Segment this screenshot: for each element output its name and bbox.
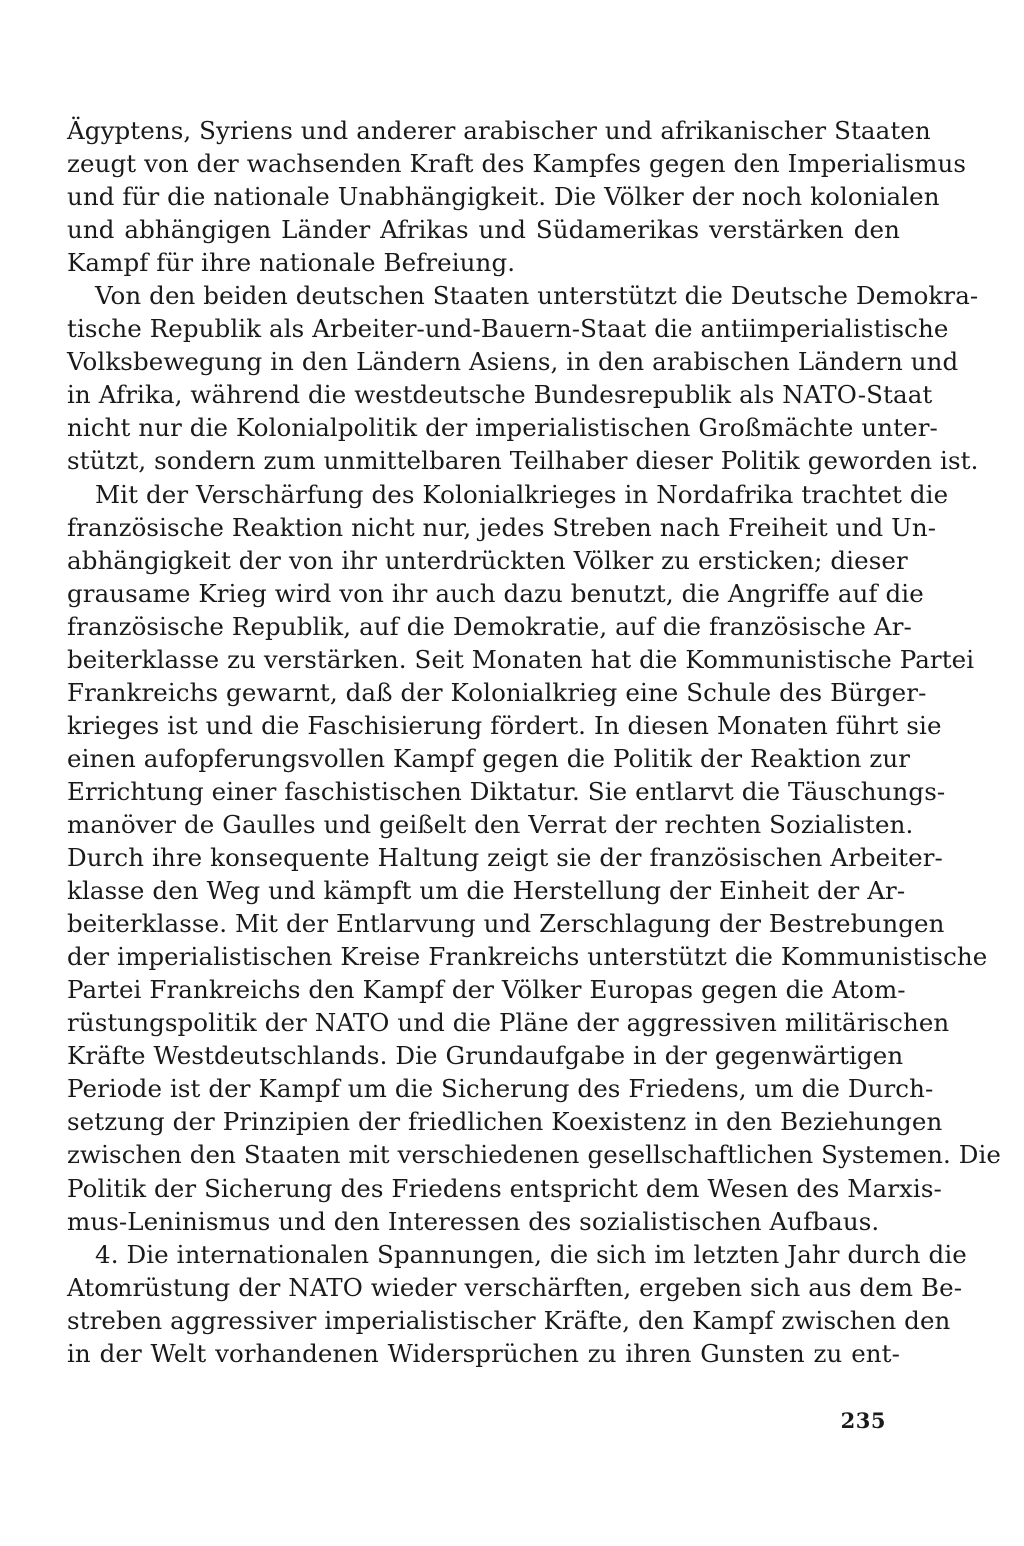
text-line: Partei Frankreichs den Kampf der Völker Europas gegen die Atom- bbox=[67, 975, 906, 1005]
text-line: krieges ist und die Faschisierung fördert. In diesen Monaten führt sie bbox=[67, 710, 942, 740]
text-line: und abhängigen Länder Afrikas und Südamerikas verstärken den bbox=[67, 215, 900, 245]
text-line: in Afrika, während die westdeutsche Bundesrepublik als NATO-Staat bbox=[67, 380, 933, 410]
text-line: einen aufopferungsvollen Kampf gegen die Politik der Reaktion zur bbox=[67, 743, 911, 773]
text-line: französische Reaktion nicht nur, jedes Streben nach Freiheit und Un- bbox=[67, 512, 937, 542]
text-line: Errichtung einer faschistischen Diktatur. Sie entlarvt die Täuschungs- bbox=[67, 776, 946, 806]
text-line: 4. Die internationalen Spannungen, die sich im letzten Jahr durch die bbox=[95, 1239, 967, 1269]
text-line: Kräfte Westdeutschlands. Die Grundaufgabe in der gegenwärtigen bbox=[67, 1041, 904, 1071]
text-line: Frankreichs gewarnt, daß der Kolonialkrieg eine Schule des Bürger- bbox=[67, 677, 927, 707]
text-line: zwischen den Staaten mit verschiedenen gesellschaftlichen Systemen. Die bbox=[67, 1140, 1002, 1170]
text-line: streben aggressiver imperialistischer Kräfte, den Kampf zwischen den bbox=[67, 1305, 951, 1335]
text-line: abhängigkeit der von ihr unterdrückten Völker zu ersticken; dieser bbox=[67, 545, 908, 575]
text-line: Ägyptens, Syriens und anderer arabischer und afrikanischer Staaten bbox=[67, 116, 931, 145]
text-line: klasse den Weg und kämpft um die Herstellung der Einheit der Ar- bbox=[67, 876, 906, 906]
text-line: Von den beiden deutschen Staaten unterstützt die Deutsche Demokra- bbox=[95, 281, 979, 311]
text-line: zeugt von der wachsenden Kraft des Kampfes gegen den Imperialismus bbox=[67, 149, 966, 179]
paragraph bbox=[67, 478, 1002, 1238]
text-line: Atomrüstung der NATO wieder verschärften, ergeben sich aus dem Be- bbox=[67, 1272, 963, 1302]
text-line: mus-Leninismus und den Interessen des sozialistischen Aufbaus. bbox=[67, 1206, 880, 1236]
text-line: rüstungspolitik der NATO und die Pläne der aggressiven militärischen bbox=[67, 1008, 950, 1038]
paragraph bbox=[67, 114, 966, 279]
text-line: nicht nur die Kolonialpolitik der imperialistischen Großmächte unter- bbox=[67, 413, 938, 443]
text-line: stützt, sondern zum unmittelbaren Teilhaber dieser Politik geworden ist. bbox=[67, 446, 979, 476]
text-line: tische Republik als Arbeiter-und-Bauern-Staat die antiimperialistische bbox=[67, 314, 949, 344]
page-number: 235 bbox=[840, 1408, 886, 1433]
text-line: setzung der Prinzipien der friedlichen Koexistenz in den Beziehungen bbox=[67, 1107, 943, 1137]
body-text bbox=[67, 114, 1002, 1370]
text-line: Mit der Verschärfung des Kolonialkrieges in Nordafrika trachtet die bbox=[95, 479, 949, 509]
text-line: Periode ist der Kampf um die Sicherung des Friedens, um die Durch- bbox=[67, 1074, 934, 1104]
text-line: französische Republik, auf die Demokratie, auf die französische Ar- bbox=[67, 611, 912, 641]
text-line: manöver de Gaulles und geißelt den Verrat der rechten Sozialisten. bbox=[67, 809, 914, 839]
text-line: in der Welt vorhandenen Widersprüchen zu ihren Gunsten zu ent- bbox=[67, 1338, 900, 1368]
text-line: der imperialistischen Kreise Frankreichs unterstützt die Kommunistische bbox=[67, 942, 988, 972]
text-line: Politik der Sicherung des Friedens entspricht dem Wesen des Marxis- bbox=[67, 1173, 942, 1203]
paragraph bbox=[67, 1238, 967, 1370]
text-line: und für die nationale Unabhängigkeit. Die Völker der noch kolonialen bbox=[67, 182, 940, 212]
text-line: Kampf für ihre nationale Befreiung. bbox=[67, 248, 516, 278]
text-line: beiterklasse. Mit der Entlarvung und Zerschlagung der Bestrebungen bbox=[67, 909, 945, 939]
text-line: Durch ihre konsequente Haltung zeigt sie der französischen Arbeiter- bbox=[67, 843, 943, 873]
text-line: Volksbewegung in den Ländern Asiens, in den arabischen Ländern und bbox=[67, 347, 959, 377]
paragraph bbox=[67, 279, 979, 477]
text-line: beiterklasse zu verstärken. Seit Monaten hat die Kommunistische Partei bbox=[67, 644, 975, 674]
text-line: grausame Krieg wird von ihr auch dazu benutzt, die Angriffe auf die bbox=[67, 578, 924, 608]
